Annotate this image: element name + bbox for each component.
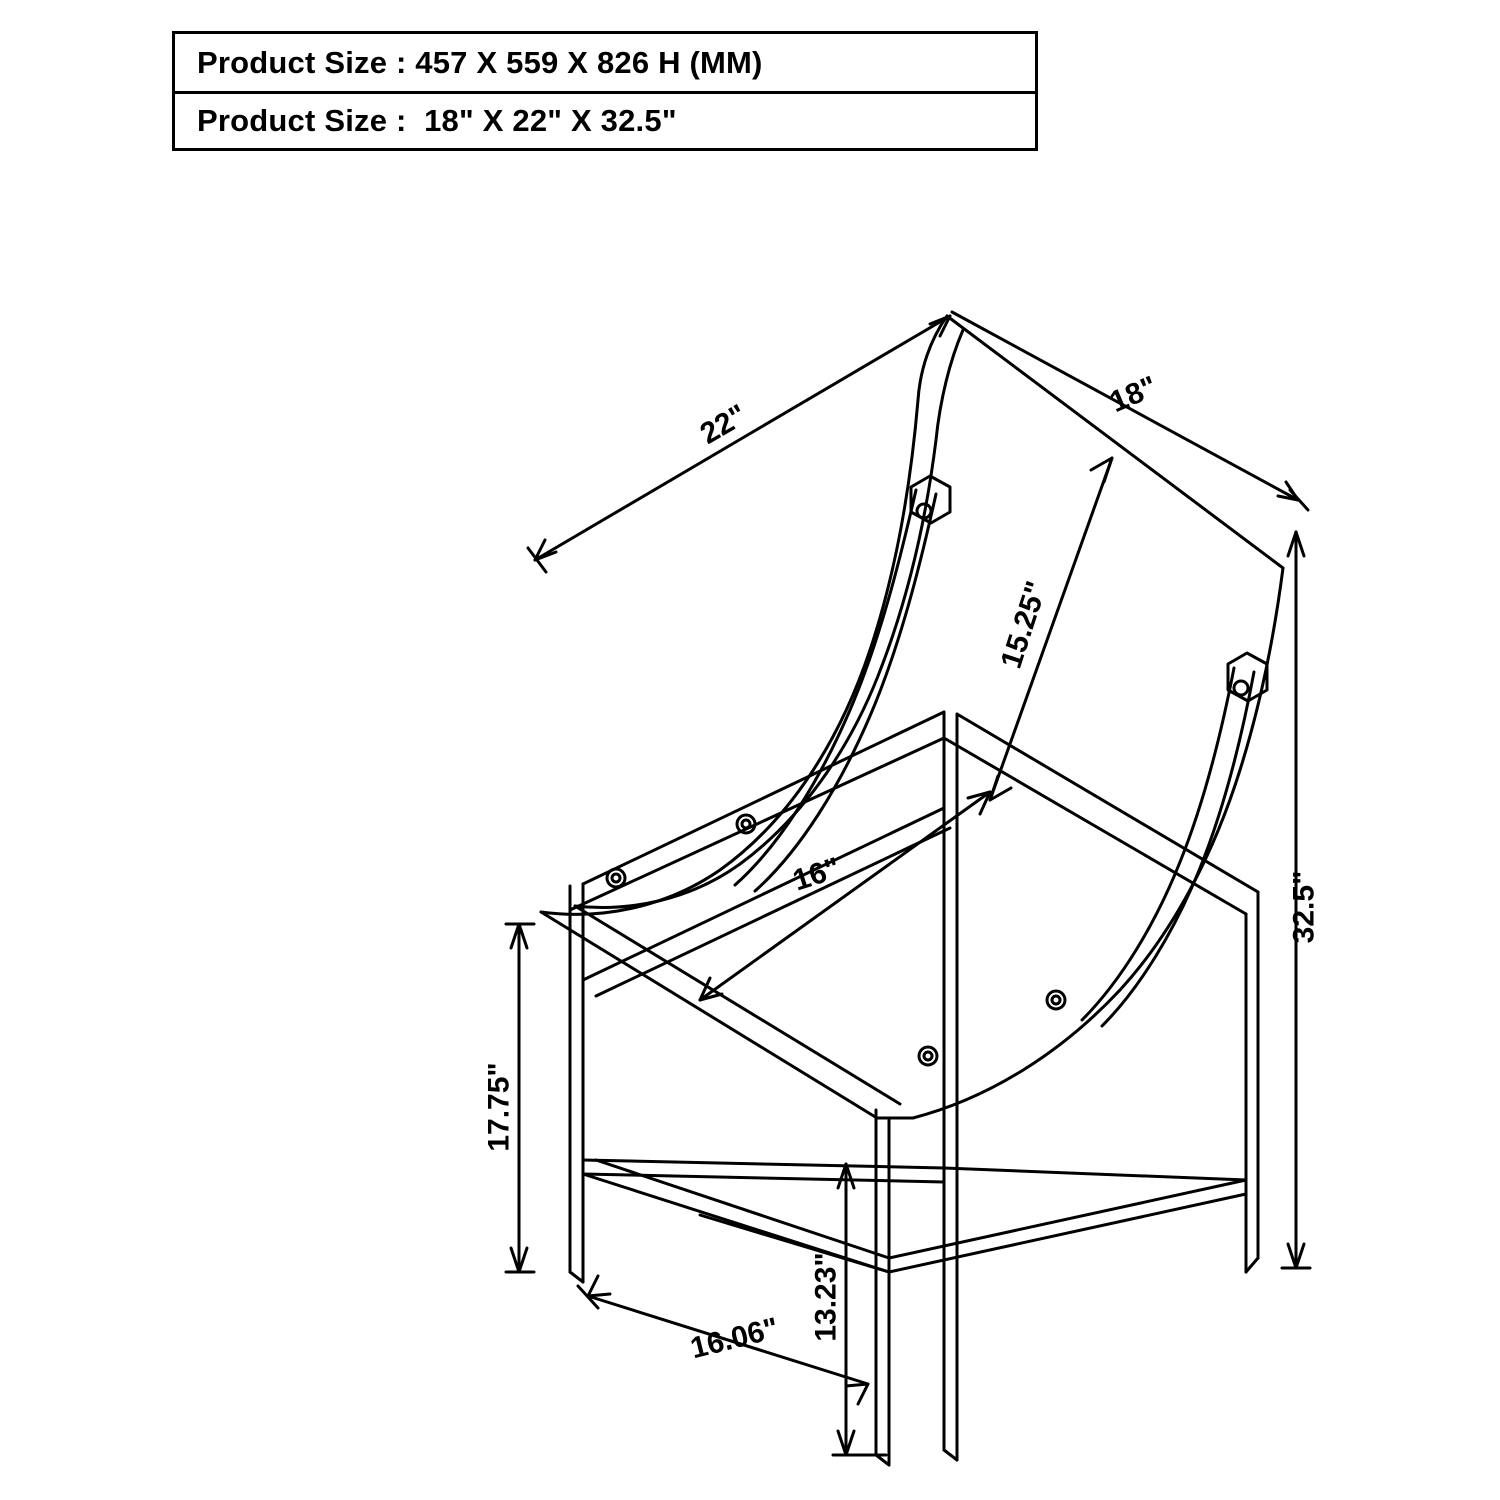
bolt-shell-right (1047, 991, 1065, 1009)
stretcher-back-upper (944, 1168, 1246, 1180)
bolt-shell-lower-left-center (612, 874, 620, 882)
backrest-right-contour (913, 568, 1283, 1118)
stretcher-diagonal (700, 1215, 889, 1272)
seat-rail-top-left-2 (570, 738, 944, 910)
dim-arrow-backheight-bottom (990, 776, 1011, 800)
seat-rail-top-right (957, 714, 1258, 892)
dim-label-base-width: 16.06" (687, 1311, 782, 1366)
back-frame-right-inner (1102, 672, 1254, 1026)
product-size-inches: Product Size : 18" X 22" X 32.5" (197, 103, 677, 138)
leg-right-foot (1246, 1258, 1258, 1272)
dim-label-depth: 22" (694, 398, 753, 451)
bolt-shell-front-center (924, 1052, 932, 1060)
dim-arrow-basewidth-right (846, 1384, 868, 1404)
bolt-shell-front (919, 1047, 937, 1065)
bolt-shell-right-center (1052, 996, 1060, 1004)
dim-label-stretcher-height: 13.23" (809, 1252, 843, 1342)
backrest-top-right-edge (947, 316, 1283, 568)
product-size-mm: Product Size : 457 X 559 X 826 H (MM) (197, 44, 763, 80)
dim-label-seat-height: 17.75" (482, 1062, 516, 1152)
back-frame-left-outer (735, 490, 916, 885)
dim-arrow-backheight-top (1091, 458, 1112, 482)
bolt-right-back (1234, 681, 1248, 695)
backrest-left-contour (541, 316, 947, 914)
bolt-shell-lower-left (607, 869, 625, 887)
dim-label-width: 18" (1105, 370, 1162, 420)
dim-label-seat-depth: 16" (788, 851, 845, 898)
seat-rail-top-right-2 (944, 738, 1246, 914)
leg-center-foot (944, 1450, 957, 1460)
dim-tick-depth (528, 548, 546, 572)
dim-arrow-basewidth-left (588, 1276, 610, 1296)
dim-label-back-height: 15.25" (994, 577, 1054, 673)
dim-line-depth (535, 316, 950, 560)
dim-label-overall-height: 32.5" (1287, 870, 1321, 944)
back-post-bracket-right (1228, 653, 1267, 701)
leg-front-left-foot (570, 1272, 583, 1282)
seat-surface-crease (575, 906, 900, 1104)
bolt-shell-upper-left-center (742, 820, 750, 828)
